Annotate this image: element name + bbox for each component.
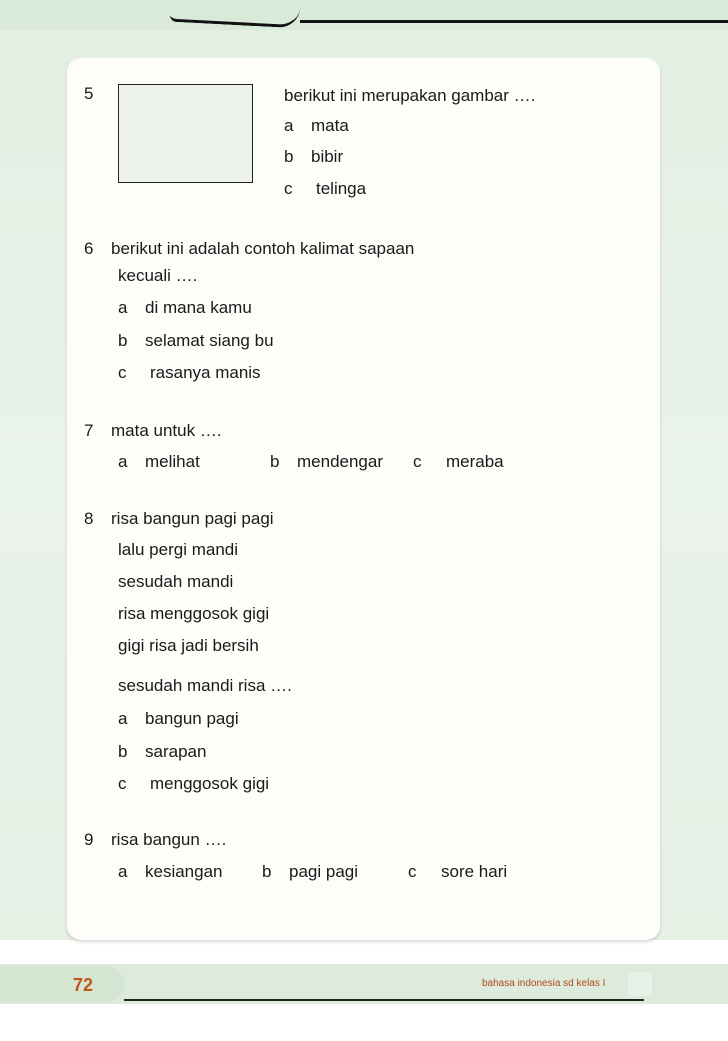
q9-option-a-letter: a xyxy=(118,862,128,881)
q6-option-b[interactable]: selamat siang bu xyxy=(145,331,274,350)
q8-story-line: risa menggosok gigi xyxy=(118,604,270,623)
q8-option-a[interactable]: bangun pagi xyxy=(145,709,239,728)
q8-option-c[interactable]: menggosok gigi xyxy=(150,774,270,793)
q6-option-c[interactable]: rasanya manis xyxy=(150,363,261,382)
q6-option-b-letter: b xyxy=(118,331,128,350)
q6-option-a-letter: a xyxy=(118,298,128,317)
q5-option-b-letter: b xyxy=(284,147,294,166)
book-title: bahasa indonesia sd kelas I xyxy=(482,978,606,989)
footer-rule xyxy=(124,999,644,1001)
q5-option-b[interactable]: bibir xyxy=(311,147,344,166)
header-band xyxy=(0,0,728,30)
q8-option-a-letter: a xyxy=(118,709,128,728)
q9-option-c-letter: c xyxy=(408,862,417,881)
q6-option-c-letter: c xyxy=(118,363,127,382)
footer-tab-marker xyxy=(628,972,652,996)
q7-option-b-letter: b xyxy=(270,452,280,471)
q6-number: 6 xyxy=(84,239,94,258)
q5-option-a-letter: a xyxy=(284,116,294,135)
q9-option-b[interactable]: pagi pagi xyxy=(289,862,359,881)
q7-text: mata untuk …. xyxy=(111,421,222,440)
q5-number: 5 xyxy=(84,84,94,103)
q5-option-a[interactable]: mata xyxy=(311,116,349,135)
q8-question: sesudah mandi risa …. xyxy=(118,676,292,695)
q8-story-line: risa bangun pagi pagi xyxy=(111,509,274,528)
q8-story-line: sesudah mandi xyxy=(118,572,234,591)
q7-option-b[interactable]: mendengar xyxy=(297,452,384,471)
q9-option-c[interactable]: sore hari xyxy=(441,862,508,881)
q9-text: risa bangun …. xyxy=(111,830,227,849)
header-rule xyxy=(300,20,728,23)
q8-option-b[interactable]: sarapan xyxy=(145,742,207,761)
q9-option-a[interactable]: kesiangan xyxy=(145,862,223,881)
q8-option-c-letter: c xyxy=(118,774,127,793)
q9-number: 9 xyxy=(84,830,94,849)
q6-text: berikut ini adalah contoh kalimat sapaan xyxy=(111,239,415,258)
q8-option-b-letter: b xyxy=(118,742,128,761)
page-number-tab xyxy=(0,966,124,1002)
q5-picture xyxy=(118,84,253,183)
q6-option-a[interactable]: di mana kamu xyxy=(145,298,252,317)
q8-story-line: lalu pergi mandi xyxy=(118,540,239,559)
q5-option-c[interactable]: telinga xyxy=(316,179,367,198)
q7-option-c[interactable]: meraba xyxy=(446,452,504,471)
q8-number: 8 xyxy=(84,509,94,528)
q7-option-a[interactable]: melihat xyxy=(145,452,200,471)
q5-option-c-letter: c xyxy=(284,179,293,198)
q5-text: berikut ini merupakan gambar …. xyxy=(284,86,536,105)
q7-option-a-letter: a xyxy=(118,452,128,471)
page-number: 72 xyxy=(73,975,94,995)
q7-number: 7 xyxy=(84,421,94,440)
q6-text-continued: kecuali …. xyxy=(118,266,198,285)
q9-option-b-letter: b xyxy=(262,862,272,881)
q7-option-c-letter: c xyxy=(413,452,422,471)
q8-story-line: gigi risa jadi bersih xyxy=(118,636,259,655)
